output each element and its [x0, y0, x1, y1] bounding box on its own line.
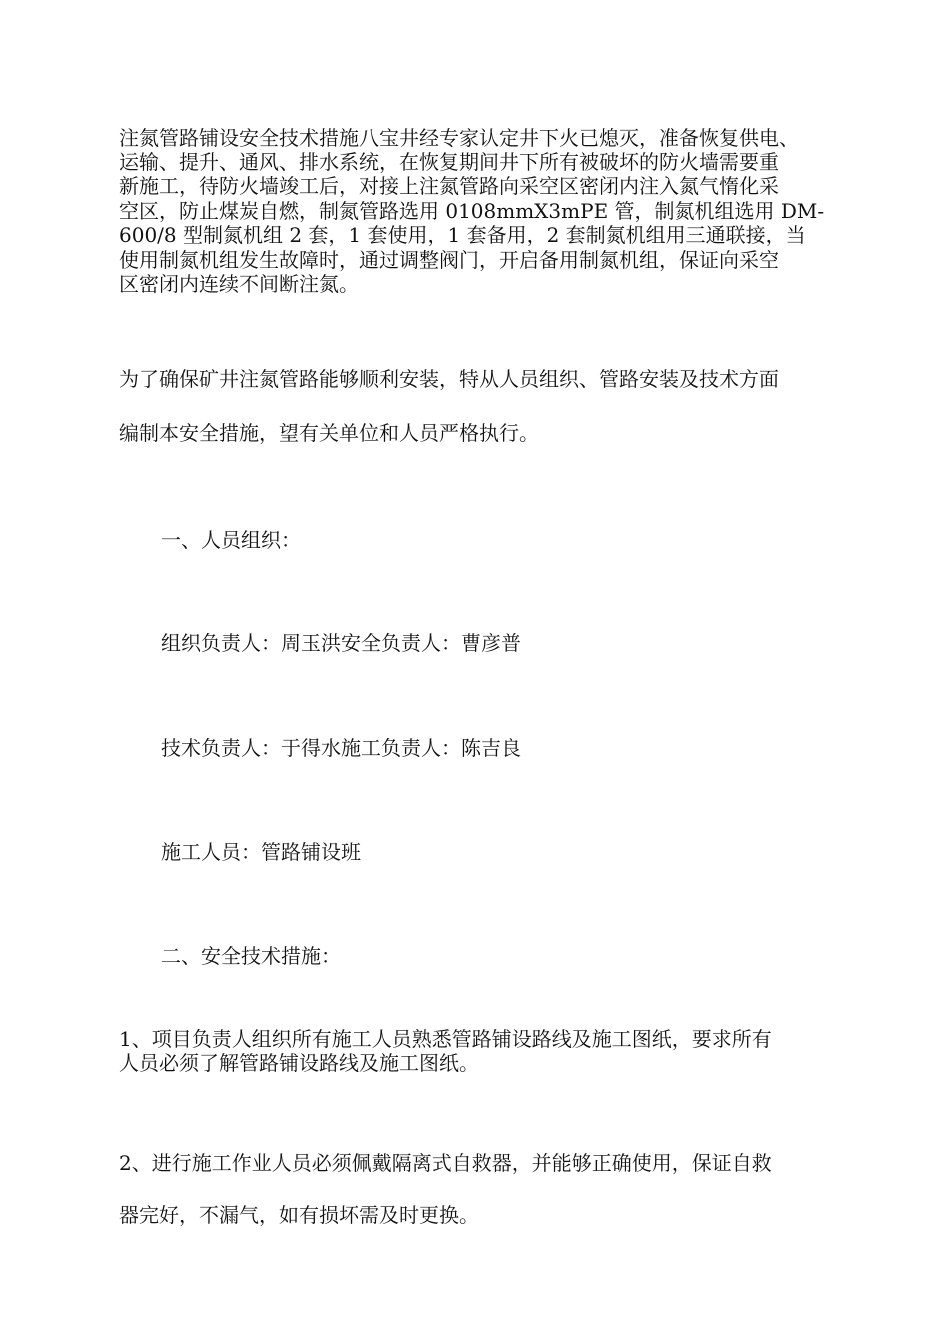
purpose-line: 为了确保矿井注氮管路能够顺利安装，特从人员组织、管路安装及技术方面 — [119, 367, 779, 391]
intro-line: 使用制氮机组发生故障时，通过调整阀门，开启备用制氮机组，保证向采空 — [119, 248, 779, 272]
section-heading-personnel: 一、人员组织： — [161, 528, 301, 552]
intro-line: 空区，防止煤炭自燃，制氮管路选用 0108mmX3mPE 管，制氮机组选用 DM- — [119, 199, 825, 223]
measure-line: 人员必须了解管路铺设路线及施工图纸。 — [119, 1051, 479, 1075]
measure-line: 1、项目负责人组织所有施工人员熟悉管路铺设路线及施工图纸，要求所有 — [119, 1027, 772, 1051]
intro-line: 新施工，待防火墙竣工后，对接上注氮管路向采空区密闭内注入氮气惰化采 — [119, 174, 779, 198]
measure-line: 2、进行施工作业人员必须佩戴隔离式自救器，并能够正确使用，保证自救 — [119, 1151, 772, 1175]
section-heading-safety: 二、安全技术措施： — [161, 944, 341, 968]
intro-line: 600/8 型制氮机组 2 套，1 套使用，1 套备用，2 套制氮机组用三通联接，当 — [119, 223, 806, 247]
measure-line: 器完好，不漏气，如有损坏需及时更换。 — [119, 1203, 479, 1227]
personnel-line: 组织负责人：周玉洪安全负责人：曹彦普 — [161, 631, 521, 655]
personnel-line: 技术负责人：于得水施工负责人：陈吉良 — [161, 736, 521, 760]
intro-line: 运输、提升、通风、排水系统，在恢复期间井下所有被破坏的防火墙需要重 — [119, 150, 779, 174]
personnel-line: 施工人员：管路铺设班 — [161, 840, 361, 864]
purpose-line: 编制本安全措施，望有关单位和人员严格执行。 — [119, 421, 539, 445]
intro-line: 注氮管路铺设安全技术措施八宝井经专家认定井下火已熄灭，准备恢复供电、 — [119, 126, 799, 150]
intro-line: 区密闭内连续不间断注氮。 — [119, 272, 359, 296]
